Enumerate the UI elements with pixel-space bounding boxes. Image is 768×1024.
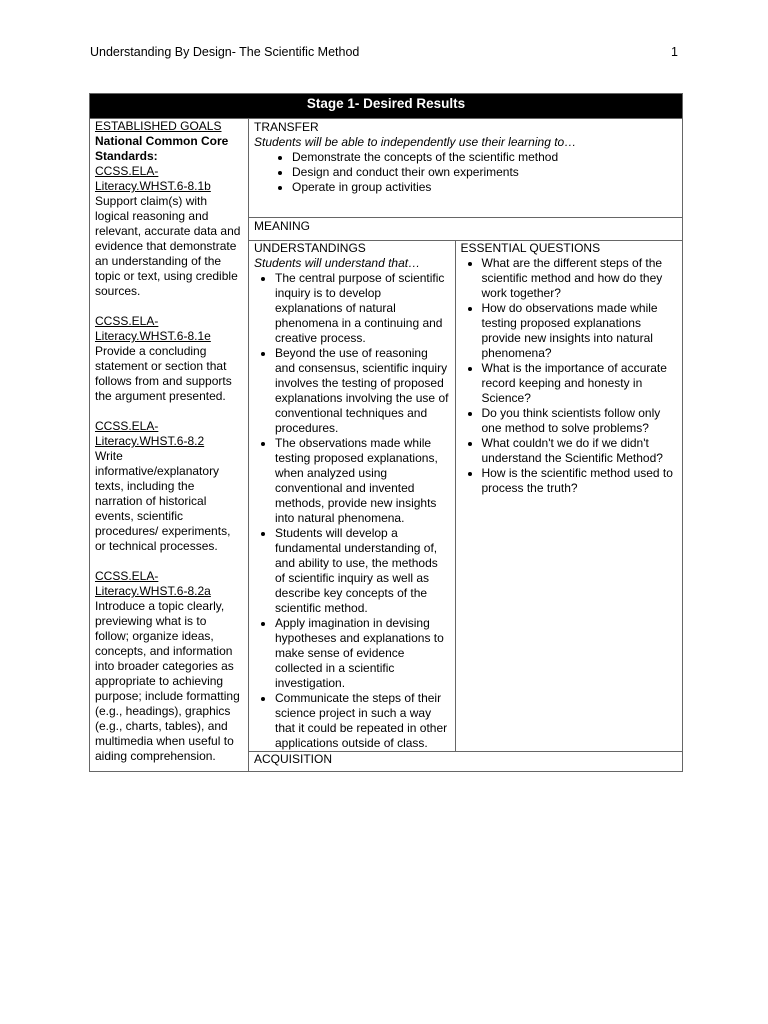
list-item: • Demonstrate the concepts of the scientific method: [292, 150, 677, 165]
established-goals-cell: [90, 119, 249, 772]
standard-code[interactable]: CCSS.ELA-Literacy.WHST.6-8.1b: [95, 164, 211, 193]
stage-title: Stage 1- Desired Results: [90, 94, 683, 119]
essential-questions-cell: [455, 241, 682, 751]
list-item: • The central purpose of scientific inquiry is to develop explanations of natural phenomena in a continuing and creative process.: [275, 271, 450, 346]
standard-item: [95, 419, 243, 554]
meaning-heading: MEANING: [254, 219, 311, 233]
understandings-list: [254, 271, 450, 751]
essential-questions-list: [461, 256, 678, 496]
understandings-questions-cell: [249, 241, 683, 752]
established-goals-heading: ESTABLISHED GOALS: [95, 119, 222, 133]
standard-text: Introduce a topic clearly, previewing what is to follow; organize ideas, concepts, and information into broader categories as appropriate to achieving purpose; include formatting (e.g., headings), graphics (e.g., charts, tables), and multimedia when useful to aiding comprehension.: [95, 599, 240, 763]
transfer-cell: [249, 119, 683, 218]
page-number: 1: [671, 45, 678, 59]
standard-item: [95, 314, 243, 404]
document-title: Understanding By Design- The Scientific Method: [90, 45, 360, 59]
standard-item: [95, 164, 243, 299]
transfer-intro: Students will be able to independently use their learning to…: [254, 135, 577, 149]
understandings-heading: UNDERSTANDINGS: [254, 241, 366, 255]
standard-code[interactable]: CCSS.ELA-Literacy.WHST.6-8.2: [95, 419, 205, 448]
list-item: • How do observations made while testing proposed explanations provide new insights into natural phenomena?: [482, 301, 678, 361]
list-item: • What is the importance of accurate record keeping and honesty in Science?: [482, 361, 678, 406]
standard-text: Provide a concluding statement or section that follows from and supports the argument presented.: [95, 344, 232, 403]
essential-questions-heading: ESSENTIAL QUESTIONS: [460, 241, 601, 255]
ubd-stage1-table: [89, 93, 683, 772]
understandings-intro: Students will understand that…: [254, 256, 421, 270]
page-header: [90, 45, 678, 59]
list-item: • What couldn't we do if we didn't understand the Scientific Method?: [482, 436, 678, 466]
acquisition-cell: [249, 752, 683, 772]
list-item: • How is the scientific method used to process the truth?: [482, 466, 678, 496]
list-item: • Operate in group activities: [292, 180, 677, 195]
standards-subheading: National Common Core Standards:: [95, 134, 229, 163]
standard-code[interactable]: CCSS.ELA-Literacy.WHST.6-8.2a: [95, 569, 211, 598]
list-item: • Communicate the steps of their science project in such a way that it could be repeated in other applications outside of class.: [275, 691, 450, 751]
list-item: • What are the different steps of the scientific method and how do they work together?: [482, 256, 678, 301]
list-item: • Do you think scientists follow only one method to solve problems?: [482, 406, 678, 436]
list-item: • Beyond the use of reasoning and consensus, scientific inquiry involves the testing of proposed explanations involving the use of conventional techniques and procedures.: [275, 346, 450, 436]
transfer-heading: TRANSFER: [254, 120, 319, 134]
list-item: • Students will develop a fundamental understanding of, and ability to use, the methods of scientific inquiry as well as describe key concepts of the scientific method.: [275, 526, 450, 616]
transfer-list: [254, 150, 677, 195]
list-item: • Apply imagination in devising hypotheses and explanations to make sense of evidence collected in a scientific investigation.: [275, 616, 450, 691]
standard-item: [95, 569, 243, 764]
standard-text: Support claim(s) with logical reasoning and relevant, accurate data and evidence that demonstrate an understanding of the topic or text, using credible sources.: [95, 194, 241, 298]
meaning-cell: [249, 218, 683, 241]
acquisition-heading: ACQUISITION: [254, 752, 333, 766]
list-item: • Design and conduct their own experiments: [292, 165, 677, 180]
list-item: • The observations made while testing proposed explanations, when analyzed using conventional and invented methods, provide new insights into natural phenomena.: [275, 436, 450, 526]
standard-text: Write informative/explanatory texts, including the narration of historical events, scientific procedures/ experiments, or technical processes.: [95, 449, 231, 553]
understandings-cell: [249, 241, 455, 751]
understandings-questions-table: [249, 241, 682, 751]
standard-code[interactable]: CCSS.ELA-Literacy.WHST.6-8.1e: [95, 314, 211, 343]
